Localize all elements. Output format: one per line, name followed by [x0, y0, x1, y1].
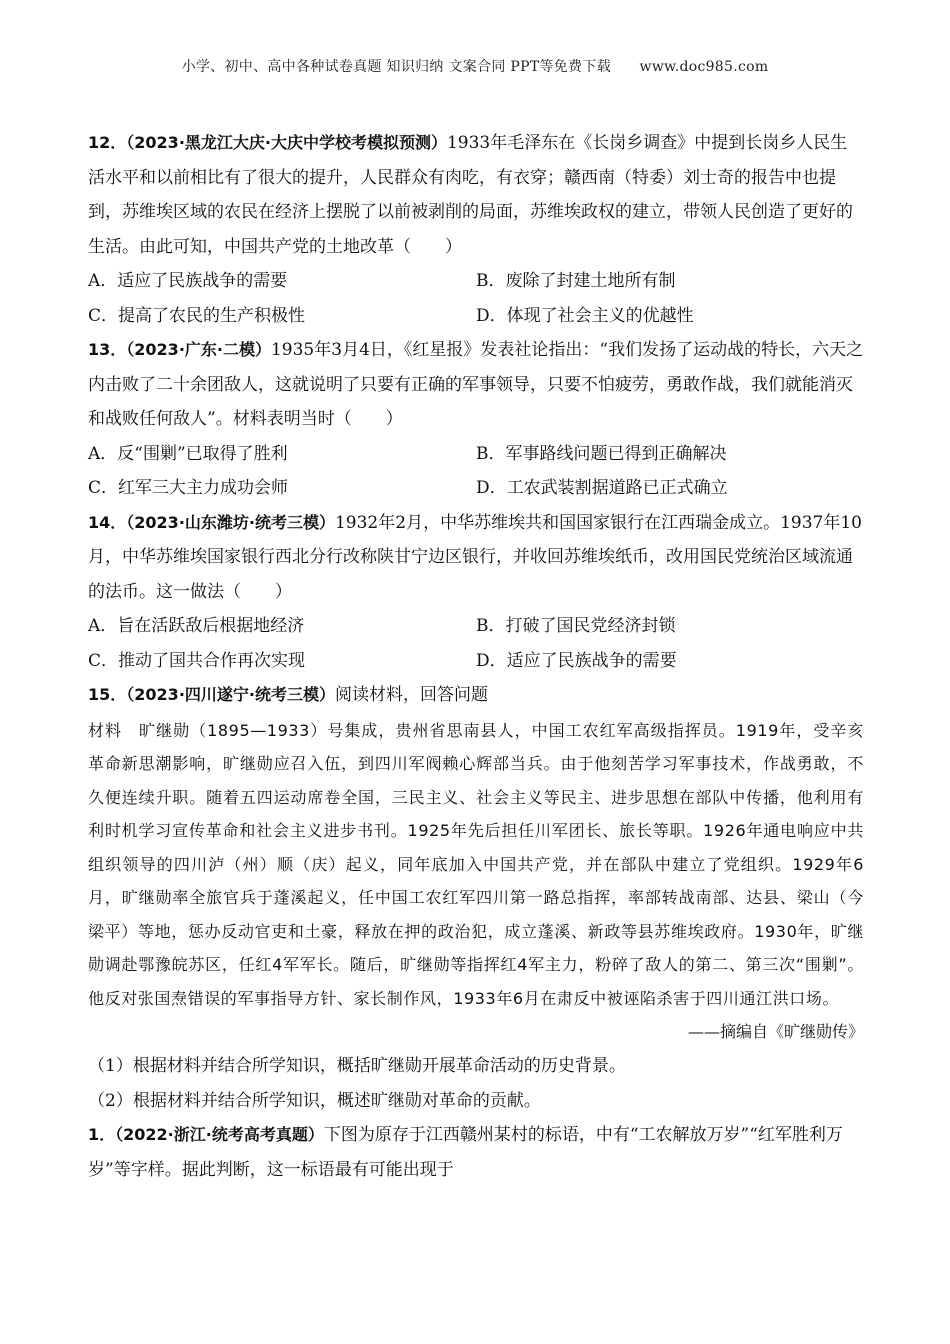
question-stem: 1932年2月，中华苏维埃共和国国家银行在江西瑞金成立。1937年10月，中华苏维埃国家银行西北分行改称陕甘宁边区银行，并收回苏维埃纸币，改用国民党统治区域流通的法币。这一做法（ ）: [88, 512, 862, 602]
option-a: A．反“围剿”已取得了胜利: [88, 443, 288, 464]
question-source: （2023·黑龙江大庆·大庆中学校考模拟预测）: [126, 133, 447, 152]
question-stem: 1935年3月4日，《红星报》发表社论指出：“我们发扬了运动战的特长，六天之内击败了二十余团敌人，这就说明了只要有正确的军事领导，只要不怕疲劳，勇敢作战，我们就能消灭和战败任何敌人”。材料表明当时（ ）: [88, 340, 864, 429]
question-stem: 下图为原存于江西赣州某村的标语，中有“工农解放万岁”“红军胜利万岁”等字样。据此判断，这一标语最有可能出现于: [88, 1125, 843, 1180]
sub-question-2: （2）根据材料并结合所学知识，概述旷继勋对革命的贡献。: [88, 1090, 541, 1111]
question-1: [88, 1118, 864, 1187]
sub-question-1: （1）根据材料并结合所学知识，概括旷继勋开展革命活动的历史背景。: [88, 1056, 626, 1076]
header-url: www.doc985.com: [639, 59, 769, 75]
question-stem: 1933年毛泽东在《长岗乡调查》中提到长岗乡人民生活水平和以前相比有了很大的提升，人民群众有肉吃，有衣穿；赣西南（特委）刘士奇的报告中也提到，苏维埃区域的农民在经济上摆脱了以前被剥削的局面，苏维埃政权的建立，带领人民创造了更好的生活。由此可知，中国共产党的土地改革（ ）: [88, 133, 853, 257]
question-14-options: [88, 609, 864, 678]
question-13: [88, 333, 864, 437]
header-text: 小学、初中、高中各种试卷真题 知识归纳 文案合同 PPT等免费下载: [181, 59, 612, 75]
question-12-options: [88, 264, 864, 333]
question-number: 14．: [88, 512, 127, 532]
question-12: [88, 126, 864, 264]
option-b: B．军事路线问题已得到正确解决: [476, 443, 727, 464]
question-number: 1．: [88, 1125, 116, 1144]
option-d: D．工农武装割据道路已正式确立: [476, 478, 728, 498]
question-source: （2023·四川遂宁·统考三模）: [126, 685, 335, 704]
question-number: 12．: [88, 133, 127, 152]
question-stem: 阅读材料，回答问题: [334, 685, 488, 705]
material-passage: 材料 旷继勋（1895—1933）号集成，贵州省思南县人，中国工农红军高级指挥员。1919年，受辛亥革命新思潮影响，旷继勋应召入伍，到四川军阀赖心辉部当兵。由于他刻苦学习军事技术，作战勇敢，不久便连续升职。随着五四运动席卷全国，三民主义、社会主义等民主、进步思想在部队中传播，他利用有利时机学习宣传革命和社会主义进步书刊。1925年先后担任川军团长、旅长等职。1926年通电响应中共组织领导的四川泸（州）顺（庆）起义，同年底加入中国共产党，并在部队中建立了党组织。1929年6月，旷继勋率全旅官兵于蓬溪起义，任中国工农红军四川第一路总指挥，率部转战南部、达县、梁山（今梁平）等地，惩办反动官吏和土豪，释放在押的政治犯，成立蓬溪、新政等县苏维埃政府。1930年，旷继勋调赴鄂豫皖苏区，任红4军军长。随后，旷继勋等指挥红4军主力，粉碎了敌人的第二、第三次“围剿”。他反对张国焘错误的军事指导方针、家长制作风，1933年6月在肃反中被诬陷杀害于四川通江洪口场。: [88, 720, 864, 1008]
material-source: ——摘编自《旷继勋传》: [687, 1022, 864, 1041]
question-number: 13．: [88, 340, 127, 359]
option-d: D．适应了民族战争的需要: [476, 650, 677, 671]
question-14: [88, 506, 864, 610]
page-header: [0, 56, 950, 76]
option-a: A．旨在活跃敌后根据地经济: [88, 616, 305, 636]
question-source: （2023·广东·二模）: [126, 340, 271, 359]
question-15: [88, 678, 864, 713]
option-d: D．体现了社会主义的优越性: [476, 305, 694, 326]
question-13-options: [88, 437, 864, 506]
option-b: B．打破了国民党经济封锁: [476, 616, 676, 636]
option-a: A．适应了民族战争的需要: [88, 271, 288, 291]
question-source: （2022·浙江·统考高考真题）: [115, 1125, 324, 1144]
option-c: C．红军三大主力成功会师: [88, 478, 289, 498]
option-b: B．废除了封建土地所有制: [476, 271, 676, 291]
option-c: C．推动了国共合作再次实现: [88, 650, 306, 671]
document-body: [88, 126, 864, 1187]
question-source: （2023·山东潍坊·统考三模）: [126, 512, 335, 532]
question-number: 15．: [88, 685, 127, 704]
option-c: C．提高了农民的生产积极性: [88, 305, 306, 326]
